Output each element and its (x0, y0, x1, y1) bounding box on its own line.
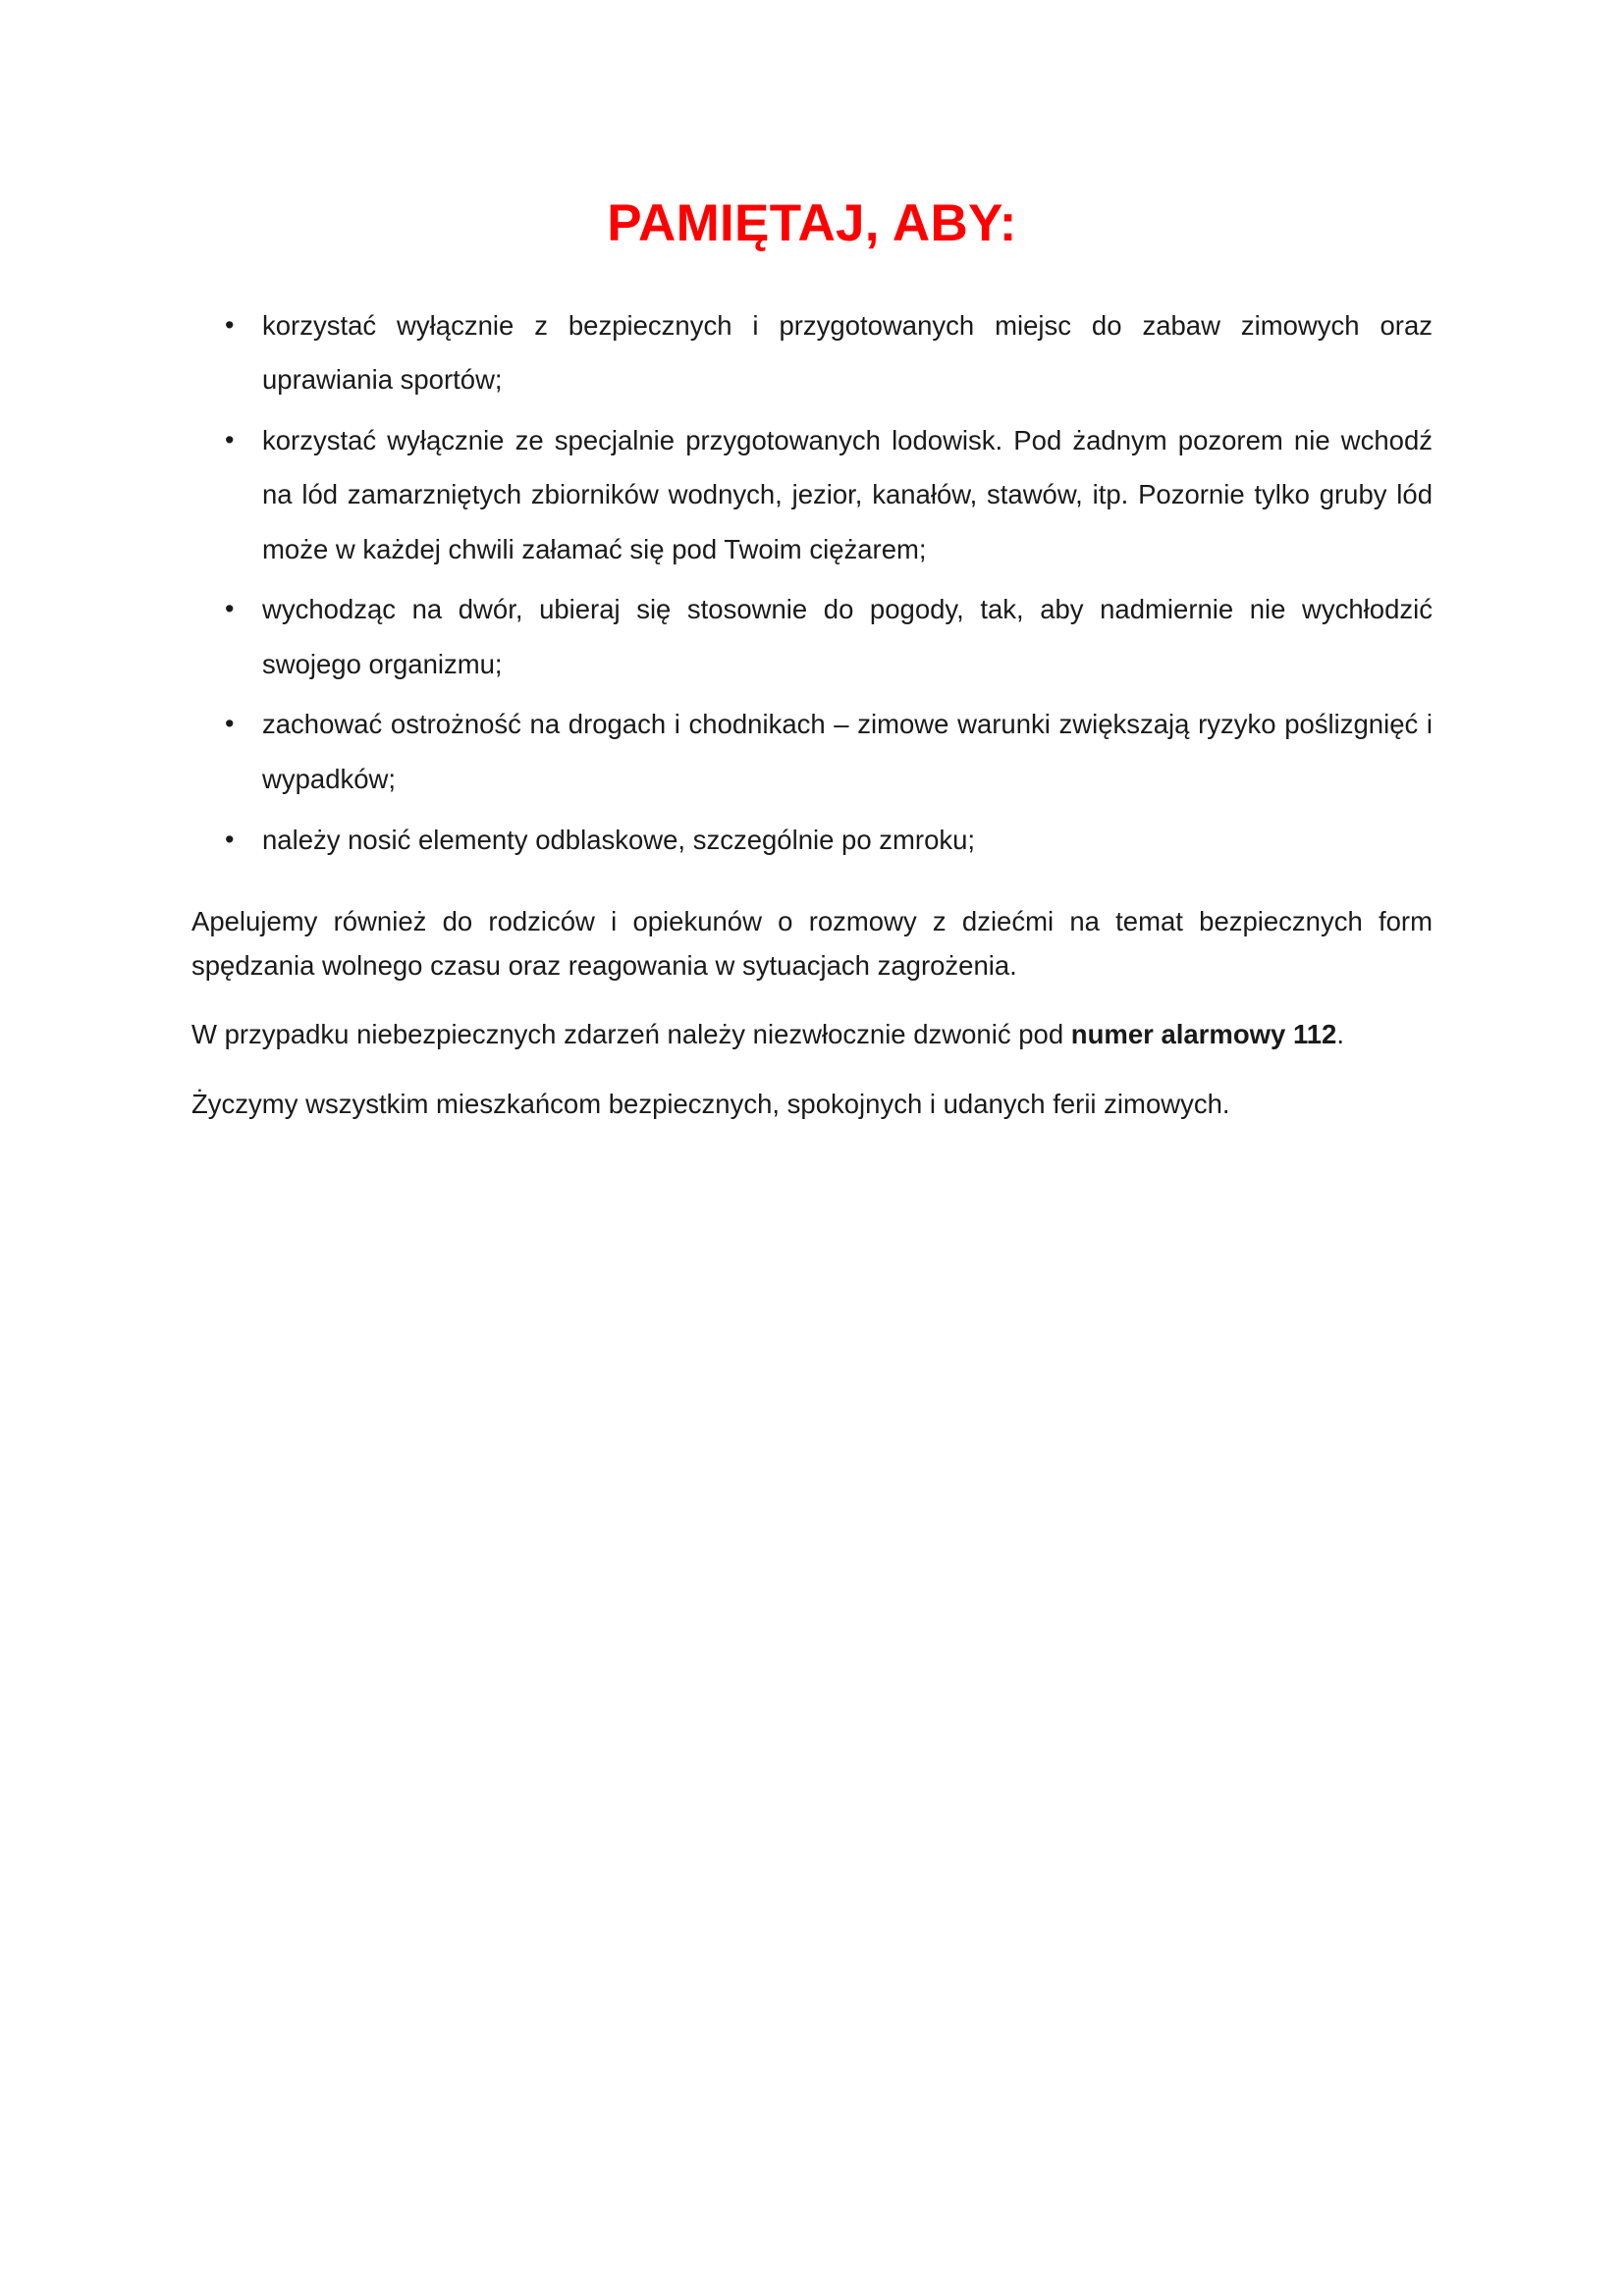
paragraph-appeal: Apelujemy również do rodziców i opiekunów o rozmowy z dziećmi na temat bezpiecznych form spędzania wolnego czasu oraz reagowania w sytuacjach zagrożenia. (191, 906, 1433, 981)
paragraph-closing: Życzymy wszystkim mieszkańcom bezpiecznych, spokojnych i udanych ferii zimowych. (191, 1088, 1230, 1119)
list-item (191, 413, 1433, 577)
emergency-text-suffix: . (1336, 1019, 1344, 1050)
list-item-text: korzystać wyłącznie ze specjalnie przygotowanych lodowisk. Pod żadnym pozorem nie wchodź na lód zamarzniętych zbiorników wodnych, jezior, kanałów, stawów, itp. Pozornie tylko gruby lód może w każdej chwili załamać się pod Twoim ciężarem; (262, 424, 1433, 564)
list-item (191, 582, 1433, 691)
list-item (191, 298, 1433, 407)
list-item-text: zachować ostrożność na drogach i chodnikach – zimowe warunki zwiększają ryzyko poślizgnięć i wypadków; (262, 709, 1433, 794)
list-item (191, 697, 1433, 806)
safety-tips-list (191, 298, 1433, 867)
emergency-number: numer alarmowy 112 (1070, 1019, 1337, 1050)
list-item (191, 813, 1433, 868)
list-item-text: należy nosić elementy odblaskowe, szczególnie po zmroku; (262, 824, 976, 855)
list-item-text: korzystać wyłącznie z bezpiecznych i przygotowanych miejsc do zabaw zimowych oraz uprawiania sportów; (262, 309, 1433, 396)
list-item-text: wychodząc na dwór, ubieraj się stosownie do pogody, tak, aby nadmiernie nie wychłodzić swojego organizmu; (262, 594, 1433, 679)
page-title: PAMIĘTAJ, ABY: (607, 194, 1017, 252)
emergency-text-prefix: W przypadku niebezpiecznych zdarzeń należy niezwłocznie dzwonić pod (191, 1019, 1071, 1050)
paragraph-emergency (191, 1013, 1433, 1057)
